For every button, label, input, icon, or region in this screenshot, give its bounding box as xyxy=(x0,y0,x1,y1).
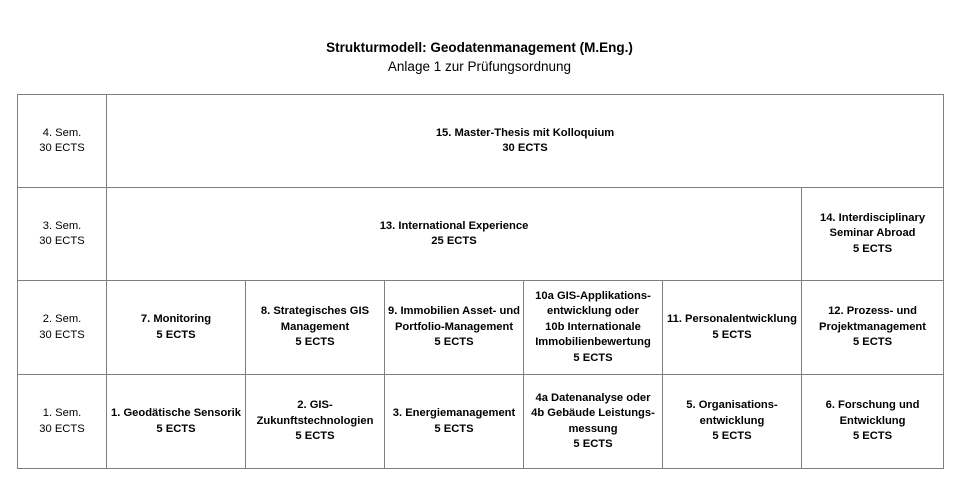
module-ects: 5 ECTS xyxy=(295,430,335,443)
semester-name: 4. Sem. xyxy=(42,126,82,139)
module-14 xyxy=(802,188,944,281)
module-ects: 5 ECTS xyxy=(852,242,893,255)
module-title: 1. Geodätische Sensorik xyxy=(111,407,241,419)
module-title: Projektmanagement xyxy=(819,320,926,333)
structure-model-table xyxy=(17,94,944,469)
module-4 xyxy=(524,375,663,469)
module-15 xyxy=(107,95,944,188)
module-6 xyxy=(802,375,944,469)
module-title: entwicklung oder xyxy=(547,305,639,318)
module-ects: 5 ECTS xyxy=(573,438,613,450)
module-title: Zukunftstechnologien xyxy=(256,414,374,427)
module-title: Management xyxy=(280,320,350,333)
module-title: 3. Energiemanagement xyxy=(392,407,516,419)
module-title: Portfolio-Management xyxy=(394,320,514,333)
module-title: 10a GIS-Applikations- xyxy=(535,289,651,302)
module-title: 4b Gebäude Leistungs- xyxy=(531,407,655,419)
module-title: Immobilienbewertung xyxy=(535,336,651,349)
module-title: 12. Prozess- und xyxy=(828,305,917,318)
module-ects: 5 ECTS xyxy=(712,430,752,443)
module-title: Entwicklung xyxy=(839,414,906,427)
module-title: 5. Organisations- xyxy=(686,399,778,412)
row-semester-2 xyxy=(18,281,944,375)
module-13 xyxy=(107,188,802,281)
semester-ects: 30 ECTS xyxy=(39,422,85,435)
module-title: 4a Datenanalyse oder xyxy=(535,391,651,404)
module-title: 9. Immobilien Asset- und xyxy=(388,305,520,318)
module-2 xyxy=(246,375,385,469)
document-title: Strukturmodell: Geodatenmanagement (M.Eng.) xyxy=(326,40,633,55)
semester-label-4 xyxy=(18,95,107,188)
module-ects: 5 ECTS xyxy=(156,422,196,435)
semester-name: 2. Sem. xyxy=(42,313,82,325)
module-ects: 5 ECTS xyxy=(434,422,474,435)
row-semester-4 xyxy=(18,95,944,188)
semester-name: 3. Sem. xyxy=(42,219,82,232)
module-ects: 5 ECTS xyxy=(295,336,335,349)
module-ects: 5 ECTS xyxy=(156,328,196,341)
module-ects: 5 ECTS xyxy=(852,336,893,349)
semester-label-3 xyxy=(18,188,107,281)
module-title: 8. Strategisches GIS xyxy=(260,305,370,318)
semester-ects: 30 ECTS xyxy=(39,328,85,341)
module-title: 6. Forschung und xyxy=(825,399,920,412)
module-10 xyxy=(524,281,663,375)
module-5 xyxy=(663,375,802,469)
module-7 xyxy=(107,281,246,375)
module-title: messung xyxy=(568,422,618,435)
module-11 xyxy=(663,281,802,375)
module-1 xyxy=(107,375,246,469)
module-8 xyxy=(246,281,385,375)
row-semester-3 xyxy=(18,188,944,281)
semester-label-2 xyxy=(18,281,107,375)
module-ects: 25 ECTS xyxy=(431,235,477,247)
module-title: 2. GIS- xyxy=(297,399,333,412)
module-ects: 5 ECTS xyxy=(712,328,752,341)
module-title: 14. Interdisciplinary xyxy=(819,211,926,224)
module-ects: 5 ECTS xyxy=(852,430,893,443)
module-title: 7. Monitoring xyxy=(140,313,212,325)
module-title: 13. International Experience xyxy=(379,219,529,232)
module-title: 15. Master-Thesis mit Kolloquium xyxy=(435,126,615,139)
semester-label-1 xyxy=(18,375,107,469)
module-12 xyxy=(802,281,944,375)
row-semester-1 xyxy=(18,375,944,469)
document-subtitle: Anlage 1 zur Prüfungsordnung xyxy=(387,59,572,74)
semester-ects: 30 ECTS xyxy=(39,235,85,247)
module-ects: 5 ECTS xyxy=(434,336,474,349)
module-title: 11. Personalentwicklung xyxy=(667,313,797,325)
module-3 xyxy=(385,375,524,469)
module-ects: 5 ECTS xyxy=(573,351,613,364)
module-9 xyxy=(385,281,524,375)
semester-ects: 30 ECTS xyxy=(39,142,85,154)
module-title: entwicklung xyxy=(699,414,765,427)
module-title: Seminar Abroad xyxy=(829,227,916,240)
module-ects: 30 ECTS xyxy=(502,142,548,154)
semester-name: 1. Sem. xyxy=(42,407,82,419)
module-title: 10b Internationale xyxy=(545,320,641,333)
